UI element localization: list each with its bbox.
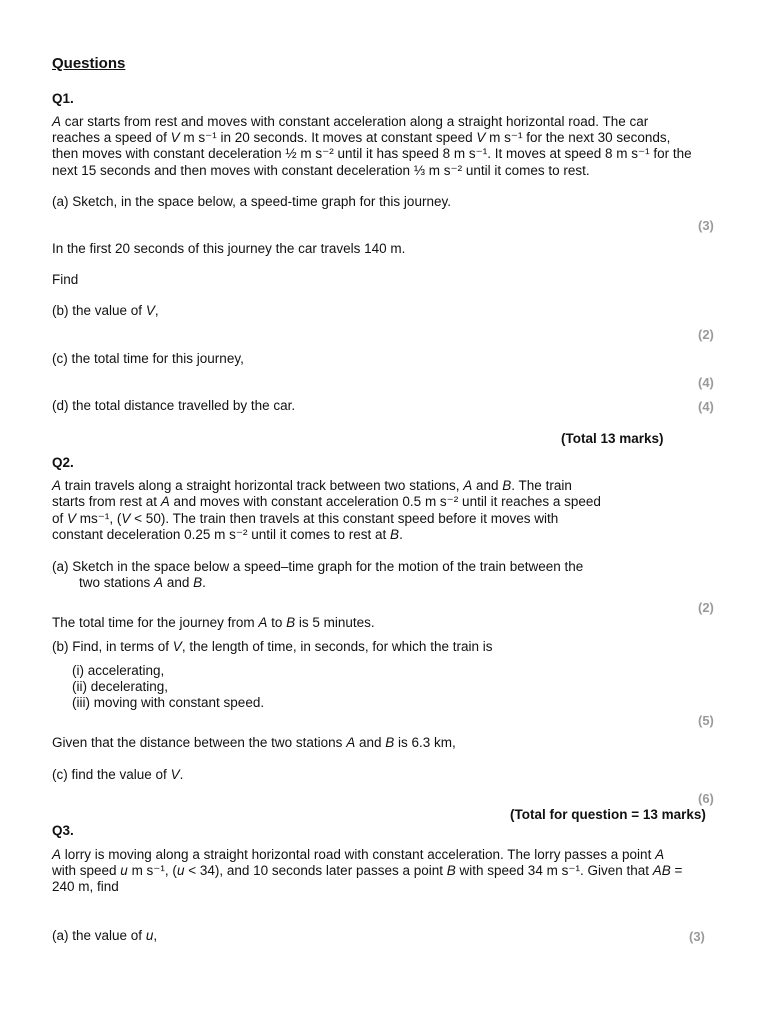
q2-part-b: (b) Find, in terms of V, the length of time, in seconds, for which the train is — [52, 639, 493, 654]
q2-part-b-iii: (iii) moving with constant speed. — [72, 695, 265, 710]
q1-part-b: (b) the value of V, — [52, 303, 159, 318]
q2-total-marks: (Total for question = 13 marks) — [510, 807, 706, 822]
q1-total-marks: (Total 13 marks) — [561, 431, 664, 446]
q1-part-a: (a) Sketch, in the space below, a speed-time graph for this journey. — [52, 194, 451, 209]
q1-part-d-marks: (4) — [698, 399, 714, 414]
q3-part-a-marks: (3) — [689, 929, 705, 944]
q1-part-c-marks: (4) — [698, 375, 714, 390]
q3-paragraph-line-1: A lorry is moving along a straight horizontal road with constant acceleration. The lorry passes a point A — [52, 847, 665, 862]
q1-first-20-seconds: In the first 20 seconds of this journey the car travels 140 m. — [52, 241, 406, 256]
q2-label: Q2. — [52, 455, 74, 470]
q2-paragraph-line-1: A train travels along a straight horizontal track between two stations, A and B. The train — [52, 478, 572, 493]
q2-part-b-ii: (ii) decelerating, — [72, 679, 169, 694]
q2-part-c: (c) find the value of V. — [52, 767, 184, 782]
q2-part-a-line-1: (a) Sketch in the space below a speed–time graph for the motion of the train between the — [52, 559, 584, 574]
q2-paragraph-line-4: constant deceleration 0.25 m s⁻² until it comes to rest at B. — [52, 527, 403, 542]
q3-label: Q3. — [52, 823, 74, 838]
q1-part-c: (c) the total time for this journey, — [52, 351, 244, 366]
q1-paragraph-line-2: reaches a speed of V m s⁻¹ in 20 seconds. It moves at constant speed V m s⁻¹ for the next 30 seconds, — [52, 130, 671, 145]
q2-total-time: The total time for the journey from A to B is 5 minutes. — [52, 615, 375, 630]
q2-part-b-i: (i) accelerating, — [72, 663, 165, 678]
q1-part-a-marks: (3) — [698, 218, 714, 233]
q2-paragraph-line-3: of V ms⁻¹, (V < 50). The train then travels at this constant speed before it moves with — [52, 511, 559, 526]
q2-part-a-line-2: two stations A and B. — [79, 575, 206, 590]
q1-paragraph-line-4: next 15 seconds and then moves with constant deceleration ⅓ m s⁻² until it comes to rest. — [52, 163, 590, 178]
q1-label: Q1. — [52, 91, 74, 106]
q2-paragraph-line-2: starts from rest at A and moves with constant acceleration 0.5 m s⁻² until it reaches a speed — [52, 494, 601, 509]
q2-part-c-marks: (6) — [698, 791, 714, 806]
q1-paragraph-line-1: A car starts from rest and moves with constant acceleration along a straight horizontal road. The car — [52, 114, 649, 129]
q1-paragraph-line-3: then moves with constant deceleration ½ m s⁻² until it has speed 8 m s⁻¹. It moves at speed 8 m s⁻¹ for the — [52, 146, 692, 161]
q1-part-b-marks: (2) — [698, 327, 714, 342]
q3-paragraph-line-2: with speed u m s⁻¹, (u < 34), and 10 seconds later passes a point B with speed 34 m s⁻¹. Given that AB = — [52, 863, 683, 878]
q3-part-a: (a) the value of u, — [52, 928, 158, 943]
page-title: Questions — [52, 55, 126, 72]
q1-find: Find — [52, 272, 79, 287]
q2-part-a-marks: (2) — [698, 600, 714, 615]
q2-given-distance: Given that the distance between the two stations A and B is 6.3 km, — [52, 735, 456, 750]
q3-paragraph-line-3: 240 m, find — [52, 879, 119, 894]
q2-part-b-marks: (5) — [698, 713, 714, 728]
q1-part-d: (d) the total distance travelled by the car. — [52, 398, 296, 413]
